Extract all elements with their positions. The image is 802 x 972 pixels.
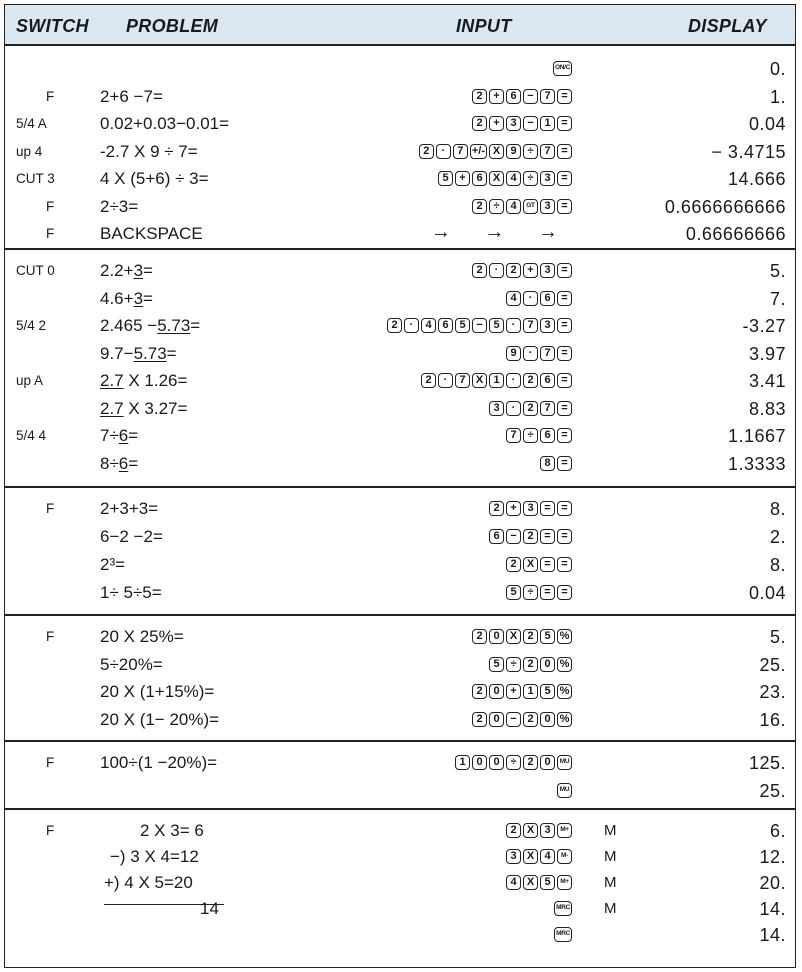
calculator-key: % xyxy=(557,712,572,727)
problem-underlined: 3 xyxy=(133,261,144,280)
calculator-key: 3 xyxy=(506,116,521,131)
calculator-key: + xyxy=(489,89,504,104)
key-sequence xyxy=(554,901,572,916)
key-sequence xyxy=(506,823,572,838)
calculator-key: 6 xyxy=(489,529,504,544)
memory-indicator: M xyxy=(604,900,617,917)
calculator-key: 2 xyxy=(506,823,521,838)
switch-setting: 5/4 2 xyxy=(16,318,47,333)
calculator-key: + xyxy=(489,116,504,131)
key-sequence xyxy=(489,657,572,672)
calculator-key: = xyxy=(557,529,572,544)
calculator-key: 2 xyxy=(419,144,434,159)
calculator-key: 5 xyxy=(438,171,453,186)
calculator-key: 3 xyxy=(540,318,555,333)
calculator-key: · xyxy=(506,373,521,388)
key-sequence xyxy=(472,629,572,644)
calculator-key: 6 xyxy=(540,428,555,443)
problem-text: BACKSPACE xyxy=(100,224,203,243)
calculator-key: +/- xyxy=(471,144,485,157)
calculator-key: = xyxy=(557,501,572,516)
table-row xyxy=(4,313,796,339)
calculator-key: 5 xyxy=(540,875,555,890)
sum-line xyxy=(104,904,224,905)
table-row xyxy=(4,818,796,844)
table-row xyxy=(4,778,796,804)
key-sequence xyxy=(554,927,572,942)
calculator-key: · xyxy=(506,401,521,416)
table-row xyxy=(4,139,796,165)
key-sequence xyxy=(438,171,572,186)
display-value: 6. xyxy=(769,821,786,841)
backspace-arrows: → → → xyxy=(430,221,572,243)
calculator-key: = xyxy=(540,501,555,516)
display-value: 8.83 xyxy=(748,398,786,419)
calculator-key: 0 xyxy=(540,755,555,770)
calculator-key: X xyxy=(489,144,504,159)
calculator-key: · xyxy=(523,346,538,361)
calculator-key: − xyxy=(523,116,538,131)
section-divider xyxy=(4,614,796,616)
calculator-key: M+ xyxy=(557,823,572,838)
key-sequence xyxy=(506,849,572,864)
calculator-key: MRC xyxy=(554,927,572,942)
table-row xyxy=(4,396,796,422)
calculator-key: MU xyxy=(557,755,572,770)
problem-text: 9.7−5.73= xyxy=(100,343,177,363)
switch-setting: F xyxy=(46,501,55,516)
table-row xyxy=(4,423,796,449)
calculator-key: 2 xyxy=(523,529,538,544)
problem-text: 20 X (1− 20%)= xyxy=(100,709,220,729)
calculator-key: − xyxy=(523,89,538,104)
calculator-key: 7 xyxy=(506,428,521,443)
problem-text: −) 3 X 4=12 xyxy=(110,847,199,866)
table-row xyxy=(4,166,796,192)
switch-setting: 5/4 4 xyxy=(16,428,47,443)
calculator-key: 2 xyxy=(523,629,538,644)
calculator-key: 0 xyxy=(489,755,504,770)
table-row xyxy=(4,524,796,550)
calculator-key: = xyxy=(557,263,572,278)
problem-text: 8÷6= xyxy=(100,453,139,473)
display-value: 12. xyxy=(759,847,786,867)
key-sequence xyxy=(472,263,572,278)
calculator-key: 6 xyxy=(540,291,555,306)
table-row xyxy=(4,870,796,896)
switch-setting: F xyxy=(46,755,55,770)
calculator-key: 2 xyxy=(523,657,538,672)
calculator-key: = xyxy=(540,557,555,572)
problem-underlined: 2.7 xyxy=(100,371,124,390)
switch-setting: CUT 3 xyxy=(16,171,55,186)
calculator-key: % xyxy=(557,629,572,644)
display-value: 20. xyxy=(759,873,786,893)
calculator-key: 5 xyxy=(540,629,555,644)
calculator-key: 6 xyxy=(506,89,521,104)
calculator-key: ON/C xyxy=(553,61,572,76)
problem-text: 2÷3= xyxy=(100,196,139,216)
problem-text: 20 X (1+15%)= xyxy=(100,682,215,701)
calculator-key: 3 xyxy=(540,199,555,214)
table-row xyxy=(4,679,796,705)
header-display: DISPLAY xyxy=(688,16,767,36)
calculator-key: 9 xyxy=(506,144,521,159)
problem-text: 14 xyxy=(200,899,219,918)
problem-text: 2 X 3= 6 xyxy=(140,821,204,840)
calculator-key: X xyxy=(489,171,504,186)
calculator-key: + xyxy=(455,171,470,186)
key-sequence xyxy=(553,61,572,76)
calculator-key: − xyxy=(506,529,521,544)
calculator-key: · xyxy=(523,291,538,306)
calculator-key: 2 xyxy=(421,373,436,388)
display-value: 0.04 xyxy=(748,114,786,134)
calculator-key: 0 xyxy=(489,629,504,644)
table-row xyxy=(4,844,796,870)
calculator-key: = xyxy=(557,291,572,306)
table-row xyxy=(4,341,796,367)
calculator-key: 5 xyxy=(506,585,521,600)
key-sequence xyxy=(489,501,572,516)
table-row xyxy=(4,221,796,247)
key-sequence xyxy=(540,456,572,471)
calculator-key: = xyxy=(557,116,572,131)
display-value: 2. xyxy=(769,527,786,547)
calculator-key: · xyxy=(489,263,504,278)
calculator-key: 3 xyxy=(540,263,555,278)
calculator-key: MRC xyxy=(554,901,572,916)
display-value: 8. xyxy=(769,555,786,575)
calculator-key: X xyxy=(523,849,538,864)
table-row xyxy=(4,84,796,110)
memory-indicator: M xyxy=(604,822,617,839)
calculator-key: · xyxy=(404,318,419,333)
switch-setting: CUT 0 xyxy=(16,263,55,278)
calculator-key: · xyxy=(438,373,453,388)
key-sequence xyxy=(472,199,572,214)
key-sequence xyxy=(557,783,572,798)
calculator-key: ÷ xyxy=(506,657,521,672)
calculator-key: 2 xyxy=(472,712,487,727)
calculator-key: 0 xyxy=(472,755,487,770)
switch-setting: up A xyxy=(16,373,44,388)
calculator-key: 2 xyxy=(472,199,487,214)
calculator-key: % xyxy=(557,657,572,672)
table-row xyxy=(4,707,796,733)
problem-text: +) 4 X 5=20 xyxy=(104,873,193,892)
problem-text: 2.2+3= xyxy=(100,261,153,280)
key-sequence xyxy=(472,712,572,727)
calculator-key: 2 xyxy=(472,629,487,644)
calculator-key: 1 xyxy=(540,116,555,131)
problem-text: 2.7 X 3.27= xyxy=(100,398,188,418)
calculator-key: = xyxy=(557,401,572,416)
table-row xyxy=(4,552,796,578)
problem-text: 6−2 −2= xyxy=(100,527,163,546)
calculator-key: 6 xyxy=(540,373,555,388)
calculator-key: X xyxy=(506,629,521,644)
calculator-key: 3 xyxy=(540,171,555,186)
problem-underlined: 5.73 xyxy=(133,343,167,363)
key-sequence xyxy=(506,428,572,443)
display-value: 5. xyxy=(769,261,786,281)
calculator-key: MU xyxy=(557,783,572,798)
calculator-key: 7 xyxy=(540,346,555,361)
display-value: 5. xyxy=(769,627,786,647)
key-sequence xyxy=(387,318,572,333)
problem-underlined: 6 xyxy=(118,426,129,445)
display-value: 3.97 xyxy=(748,343,786,364)
key-sequence xyxy=(506,585,572,600)
calculator-key: 0 xyxy=(489,712,504,727)
calculator-key: GT xyxy=(523,199,538,214)
problem-text: 2³= xyxy=(100,555,126,574)
table-row xyxy=(4,496,796,522)
calculator-key: · xyxy=(436,144,451,159)
display-value: 0.04 xyxy=(748,583,786,603)
problem-text: 0.02+0.03−0.01= xyxy=(100,114,230,133)
display-value: 14. xyxy=(759,925,786,945)
display-value: 1.3333 xyxy=(727,453,786,474)
calculator-key: 0 xyxy=(540,712,555,727)
problem-text: 100÷(1 −20%)= xyxy=(100,753,218,772)
display-value: 14.666 xyxy=(727,169,786,189)
table-row xyxy=(4,652,796,678)
section-divider xyxy=(4,248,796,250)
calculator-key: = xyxy=(557,144,572,159)
table-row xyxy=(4,194,796,220)
calculator-key: 2 xyxy=(523,755,538,770)
key-sequence xyxy=(421,373,572,388)
display-value: 25. xyxy=(759,781,786,801)
key-sequence xyxy=(472,89,572,104)
calculator-key: 1 xyxy=(489,373,504,388)
calculator-key: 6 xyxy=(472,171,487,186)
section-divider xyxy=(4,486,796,488)
problem-text: 1÷ 5÷5= xyxy=(100,583,162,602)
table-row xyxy=(4,111,796,137)
calculator-key: 2 xyxy=(472,116,487,131)
calculator-key: % xyxy=(557,684,572,699)
problem-text: -2.7 X 9 ÷ 7= xyxy=(100,141,198,161)
problem-text: 2+3+3= xyxy=(100,499,159,518)
memory-indicator: M xyxy=(604,874,617,891)
calculator-key: 8 xyxy=(540,456,555,471)
display-value: 8. xyxy=(769,499,786,519)
calculator-key: 0 xyxy=(489,684,504,699)
display-value: 0.6666666666 xyxy=(664,196,786,217)
calculator-key: 2 xyxy=(523,401,538,416)
calculator-key: 3 xyxy=(540,823,555,838)
calculator-key: 4 xyxy=(506,875,521,890)
calculator-key: 2 xyxy=(472,89,487,104)
display-value: 23. xyxy=(759,682,786,702)
calculator-key: 4 xyxy=(506,171,521,186)
table-row xyxy=(4,368,796,394)
calculator-key: = xyxy=(557,585,572,600)
calculator-key: X xyxy=(523,557,538,572)
calculator-key: = xyxy=(557,557,572,572)
calculator-key: 2 xyxy=(489,501,504,516)
key-sequence xyxy=(506,557,572,572)
calculator-key: + xyxy=(523,263,538,278)
key-sequence xyxy=(455,755,572,770)
switch-setting: F xyxy=(46,823,55,838)
calculator-key: − xyxy=(472,318,487,333)
header-problem: PROBLEM xyxy=(126,16,219,36)
table-row xyxy=(4,922,796,948)
table-row xyxy=(4,56,796,82)
calculator-key: 4 xyxy=(506,291,521,306)
calculator-key: = xyxy=(557,373,572,388)
calculator-key: 2 xyxy=(506,263,521,278)
table-row xyxy=(4,580,796,606)
calculator-key: M+ xyxy=(557,875,572,890)
calculator-key: 7 xyxy=(540,401,555,416)
header-switch: SWITCH xyxy=(16,16,89,36)
calculator-key: · xyxy=(506,318,521,333)
calculator-key: 7 xyxy=(455,373,470,388)
calculator-key: − xyxy=(506,712,521,727)
calculator-key: 5 xyxy=(489,657,504,672)
calculator-key: 2 xyxy=(506,557,521,572)
calculator-key: 3 xyxy=(523,501,538,516)
section-divider xyxy=(4,808,796,810)
table-row xyxy=(4,750,796,776)
switch-setting: F xyxy=(46,198,55,214)
switch-setting: F xyxy=(46,88,55,104)
calculator-key: = xyxy=(557,318,572,333)
calculator-key: 7 xyxy=(540,144,555,159)
calculator-key: = xyxy=(540,585,555,600)
calculator-key: = xyxy=(557,89,572,104)
calculator-key: 3 xyxy=(489,401,504,416)
calculator-key: 2 xyxy=(472,684,487,699)
section-divider xyxy=(4,740,796,742)
calculator-key: 1 xyxy=(455,755,470,770)
switch-setting: F xyxy=(46,226,55,241)
key-sequence xyxy=(506,346,572,361)
calculator-key: = xyxy=(557,171,572,186)
calculator-key: 0 xyxy=(540,657,555,672)
calculator-key: + xyxy=(506,501,521,516)
calculator-key: = xyxy=(557,346,572,361)
display-value: -3.27 xyxy=(742,316,786,336)
table-row xyxy=(4,258,796,284)
key-sequence xyxy=(506,875,572,890)
calculator-key: ÷ xyxy=(523,585,538,600)
problem-text: 7÷6= xyxy=(100,426,139,445)
problem-text: 4 X (5+6) ÷ 3= xyxy=(100,169,209,188)
switch-setting: F xyxy=(46,629,55,644)
table-row xyxy=(4,624,796,650)
calculator-key: = xyxy=(540,529,555,544)
calculator-key: 4 xyxy=(540,849,555,864)
calculator-key: X xyxy=(472,373,487,388)
problem-text: 5÷20%= xyxy=(100,654,163,674)
calculator-key: ÷ xyxy=(523,171,538,186)
calculator-key: 5 xyxy=(489,318,504,333)
calculator-key: = xyxy=(557,428,572,443)
table-row xyxy=(4,451,796,477)
calculator-key: 7 xyxy=(540,89,555,104)
display-value: 0. xyxy=(769,59,786,79)
calculator-key: M- xyxy=(557,849,572,864)
calculator-key: 5 xyxy=(455,318,470,333)
key-sequence xyxy=(489,401,572,416)
problem-text: 4.6+3= xyxy=(100,288,153,308)
problem-text: 20 X 25%= xyxy=(100,627,184,646)
calculator-key: 1 xyxy=(523,684,538,699)
problem-text: 2.7 X 1.26= xyxy=(100,371,188,390)
display-value: 3.41 xyxy=(748,371,786,391)
display-value: 125. xyxy=(748,753,786,773)
problem-underlined: 2.7 xyxy=(100,398,124,418)
calculator-key: 2 xyxy=(523,373,538,388)
calculator-key: X xyxy=(523,823,538,838)
key-sequence xyxy=(419,144,572,159)
calculator-key: 2 xyxy=(472,263,487,278)
calculator-key: ÷ xyxy=(523,144,538,159)
display-value: 7. xyxy=(769,288,786,309)
problem-text: 2.465 −5.73= xyxy=(100,316,201,335)
problem-underlined: 5.73 xyxy=(157,316,191,335)
key-sequence xyxy=(472,684,572,699)
display-value: − 3.4715 xyxy=(711,141,786,162)
problem-underlined: 6 xyxy=(118,453,129,473)
header-input: INPUT xyxy=(456,16,512,36)
display-value: 16. xyxy=(759,709,786,730)
display-value: 14. xyxy=(759,899,786,919)
display-value: 25. xyxy=(759,654,786,675)
problem-text: 2+6 −7= xyxy=(100,86,163,106)
calculator-key: 2 xyxy=(387,318,402,333)
problem-underlined: 3 xyxy=(133,288,144,308)
calculator-key: 2 xyxy=(523,712,538,727)
calculator-key: + xyxy=(506,684,521,699)
key-sequence xyxy=(489,529,572,544)
key-sequence xyxy=(472,116,572,131)
display-value: 1. xyxy=(769,86,786,107)
calculator-key: 6 xyxy=(438,318,453,333)
calculator-key: = xyxy=(557,199,572,214)
display-value: 1.1667 xyxy=(727,426,786,446)
memory-indicator: M xyxy=(604,848,617,865)
table-row xyxy=(4,896,796,922)
calculator-key: 7 xyxy=(523,318,538,333)
calculator-key: 9 xyxy=(506,346,521,361)
table-row xyxy=(4,286,796,312)
calculator-key: ÷ xyxy=(523,428,538,443)
display-value: 0.66666666 xyxy=(685,224,786,244)
calculator-key: ÷ xyxy=(506,755,521,770)
calculator-key: 4 xyxy=(506,199,521,214)
switch-setting: up 4 xyxy=(16,143,43,159)
calculator-key: = xyxy=(557,456,572,471)
calculator-key: 4 xyxy=(421,318,436,333)
calculator-key: 3 xyxy=(506,849,521,864)
calculator-key: ÷ xyxy=(489,199,504,214)
calculator-key: 5 xyxy=(540,684,555,699)
switch-setting: 5/4 A xyxy=(16,116,47,131)
calculator-key: X xyxy=(523,875,538,890)
calculator-key: 7 xyxy=(453,144,468,159)
key-sequence xyxy=(506,291,572,306)
